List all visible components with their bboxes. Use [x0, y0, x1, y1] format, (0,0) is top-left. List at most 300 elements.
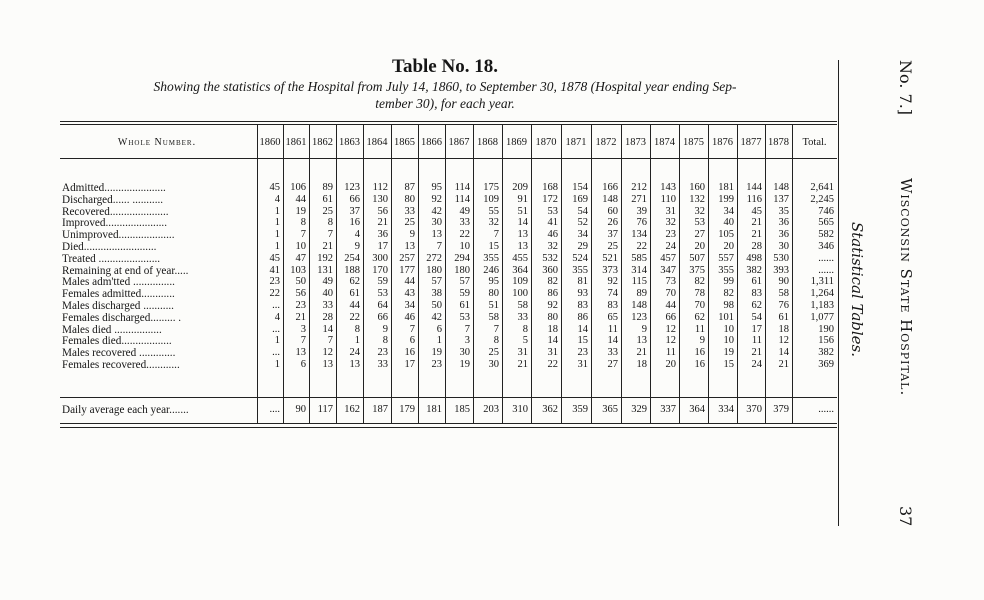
- table-cell: 40: [322, 288, 333, 300]
- table-rule: [60, 397, 837, 398]
- table-cell: 455: [512, 252, 528, 264]
- table-cell: 25: [322, 205, 333, 217]
- table-cell: 23: [377, 347, 388, 359]
- daily-average-cell: 364: [689, 404, 705, 415]
- table-cell: 347: [660, 264, 676, 276]
- table-cell: 44: [665, 300, 676, 311]
- table-cell: 5: [522, 335, 528, 347]
- table-cell: 61: [459, 300, 470, 311]
- table-cell: 31: [517, 347, 528, 359]
- daily-average-cell: 337: [660, 404, 676, 415]
- table-cell: 66: [377, 311, 388, 323]
- table-row-label: Males adm'tted ...............: [62, 276, 175, 289]
- table-cell: 1,264: [810, 288, 834, 300]
- table-cell: ...: [272, 323, 280, 335]
- table-cell: 33: [322, 300, 333, 311]
- table-cell: 33: [607, 347, 618, 359]
- table-cell: 90: [778, 276, 789, 288]
- table-cell: 132: [689, 193, 705, 205]
- table-cell: 369: [818, 359, 834, 370]
- table-cell: 32: [694, 205, 705, 217]
- table-cell: 10: [295, 241, 306, 252]
- table-cell: 355: [572, 264, 588, 276]
- table-header-cell: 1877: [740, 137, 762, 148]
- daily-average-cell: ......: [818, 404, 834, 415]
- table-cell: 8: [522, 323, 528, 335]
- table-cell: 24: [751, 359, 762, 370]
- table-header-cell: 1869: [506, 137, 527, 148]
- table-cell: 181: [718, 182, 734, 193]
- table-cell: 10: [723, 323, 734, 335]
- table-cell: 80: [404, 193, 415, 205]
- table-cell: 9: [699, 335, 705, 347]
- table-cell: 49: [459, 205, 470, 217]
- table-cell: 177: [399, 264, 415, 276]
- table-cell: 73: [665, 276, 676, 288]
- table-cell: 498: [746, 252, 762, 264]
- table-cell: 45: [269, 182, 280, 193]
- table-cell: 364: [512, 264, 528, 276]
- daily-average-cell: 162: [344, 404, 360, 415]
- table-row-label: Improved......................: [62, 217, 168, 230]
- table-cell: 105: [718, 229, 734, 241]
- table-cell: 7: [436, 241, 442, 252]
- table-cell: 21: [517, 359, 528, 370]
- table-cell: 60: [607, 205, 618, 217]
- subtitle-line-2: tember 30), for each year.: [375, 96, 515, 111]
- table-cell: 112: [372, 182, 388, 193]
- table-cell: 39: [636, 205, 647, 217]
- table-cell: 21: [636, 347, 647, 359]
- table-cell: 92: [547, 300, 558, 311]
- table-header-cell: 1876: [712, 137, 733, 148]
- table-cell: 148: [631, 300, 647, 311]
- table-cell: 31: [665, 205, 676, 217]
- table-cell: 346: [818, 241, 834, 252]
- table-cell: 42: [431, 205, 442, 217]
- table-cell: 34: [577, 229, 588, 241]
- table-cell: 103: [290, 264, 306, 276]
- table-cell: 1: [436, 335, 442, 347]
- table-cell: 27: [607, 359, 618, 370]
- table-cell: 7: [300, 335, 306, 347]
- table-cell: 457: [660, 252, 676, 264]
- table-row-label: Males died .................: [62, 323, 162, 336]
- table-cell: 15: [488, 241, 499, 252]
- table-cell: 521: [602, 252, 618, 264]
- table-cell: 34: [723, 205, 734, 217]
- table-cell: 8: [493, 335, 499, 347]
- table-cell: 13: [404, 241, 415, 252]
- table-cell: 40: [723, 217, 734, 229]
- table-cell: ...: [272, 347, 280, 359]
- table-row-label: Females died..................: [62, 335, 172, 348]
- table-cell: 25: [607, 241, 618, 252]
- table-cell: 7: [409, 323, 415, 335]
- table-cell: 80: [547, 311, 558, 323]
- daily-average-cell: 359: [572, 404, 588, 415]
- table-cell: 13: [322, 359, 333, 370]
- table-cell: 100: [512, 288, 528, 300]
- table-cell: 41: [547, 217, 558, 229]
- table-cell: 58: [778, 288, 789, 300]
- table-cell: 123: [631, 311, 647, 323]
- table-header-cell: 1867: [448, 137, 470, 148]
- table-rule: [60, 158, 837, 159]
- side-running-title: Wisconsin State Hospital.: [897, 178, 915, 397]
- table-cell: 61: [751, 276, 762, 288]
- table-cell: 7: [327, 335, 333, 347]
- table-cell: 18: [778, 323, 789, 335]
- table-cell: 532: [542, 252, 558, 264]
- table-cell: 19: [459, 359, 470, 370]
- table-cell: 530: [773, 252, 789, 264]
- table-cell: 134: [631, 229, 647, 241]
- table-cell: 294: [454, 252, 470, 264]
- table-cell: 30: [459, 347, 470, 359]
- table-cell: 272: [426, 252, 442, 264]
- table-cell: 116: [746, 193, 762, 205]
- table-cell: 86: [577, 311, 588, 323]
- table-cell: 51: [517, 205, 528, 217]
- table-header-cell: 1878: [768, 137, 789, 148]
- table-cell: 58: [517, 300, 528, 311]
- table-cell: 22: [349, 311, 360, 323]
- table-cell: 131: [317, 264, 333, 276]
- table-cell: 14: [322, 323, 333, 335]
- table-cell: 14: [577, 323, 588, 335]
- table-rule: [60, 423, 837, 424]
- daily-average-cell: 179: [399, 404, 415, 415]
- table-cell: 180: [454, 264, 470, 276]
- table-cell: 300: [372, 252, 388, 264]
- table-cell: 254: [344, 252, 360, 264]
- table-cell: 46: [547, 229, 558, 241]
- table-cell: 12: [322, 347, 333, 359]
- table-cell: 24: [665, 241, 676, 252]
- table-cell: 188: [344, 264, 360, 276]
- table-cell: 54: [577, 205, 588, 217]
- table-row-label: Unimproved....................: [62, 229, 175, 242]
- daily-average-cell: 334: [718, 404, 734, 415]
- table-cell: 375: [689, 264, 705, 276]
- table-cell: 16: [349, 217, 360, 229]
- table-cell: ......: [818, 252, 834, 264]
- table-cell: 89: [636, 288, 647, 300]
- table-cell: 91: [517, 193, 528, 205]
- table-cell: 12: [778, 335, 789, 347]
- table-cell: 45: [269, 252, 280, 264]
- table-cell: 30: [778, 241, 789, 252]
- table-cell: 1: [274, 217, 280, 229]
- table-cell: 52: [577, 217, 588, 229]
- table-cell: 23: [577, 347, 588, 359]
- table-cell: 582: [818, 229, 834, 241]
- table-header-cell: 1863: [339, 137, 360, 148]
- table-cell: 21: [751, 229, 762, 241]
- table-cell: 62: [694, 311, 705, 323]
- table-cell: 169: [572, 193, 588, 205]
- table-cell: 24: [349, 347, 360, 359]
- table-cell: 65: [607, 311, 618, 323]
- table-cell: 21: [295, 311, 306, 323]
- table-header-cell: 1866: [421, 137, 442, 148]
- table-cell: 175: [483, 182, 499, 193]
- table-row-label: Treated ......................: [62, 252, 161, 265]
- table-cell: 355: [718, 264, 734, 276]
- daily-average-cell: 379: [773, 404, 789, 415]
- table-cell: 14: [778, 347, 789, 359]
- table-cell: 53: [547, 205, 558, 217]
- side-italic-title: Statistical Tables.: [848, 222, 866, 358]
- table-cell: 154: [572, 182, 588, 193]
- table-cell: 143: [660, 182, 676, 193]
- table-cell: 166: [602, 182, 618, 193]
- table-row-label: Admitted......................: [62, 182, 166, 194]
- table-cell: 66: [349, 193, 360, 205]
- table-cell: 64: [377, 300, 388, 311]
- table-cell: 22: [269, 288, 280, 300]
- table-cell: 76: [778, 300, 789, 311]
- table-cell: 373: [602, 264, 618, 276]
- table-cell: 15: [723, 359, 734, 370]
- table-cell: 114: [454, 182, 470, 193]
- daily-average-cell: 181: [426, 404, 442, 415]
- table-cell: 6: [409, 335, 415, 347]
- table-cell: 1: [274, 229, 280, 241]
- table-cell: 16: [694, 347, 705, 359]
- table-cell: 21: [778, 359, 789, 370]
- table-cell: 22: [636, 241, 647, 252]
- daily-average-cell: 370: [746, 404, 762, 415]
- table-cell: 51: [488, 300, 499, 311]
- table-cell: 33: [377, 359, 388, 370]
- table-cell: 33: [404, 205, 415, 217]
- table-cell: 8: [300, 217, 306, 229]
- table-cell: 95: [488, 276, 499, 288]
- table-cell: 4: [354, 229, 360, 241]
- table-cell: 13: [636, 335, 647, 347]
- table-cell: 393: [773, 264, 789, 276]
- table-cell: 20: [665, 359, 676, 370]
- table-cell: 23: [295, 300, 306, 311]
- table-cell: 14: [517, 217, 528, 229]
- table-cell: 8: [382, 335, 388, 347]
- table-cell: 17: [404, 359, 415, 370]
- table-cell: 172: [542, 193, 558, 205]
- table-cell: 34: [404, 300, 415, 311]
- table-cell: 83: [751, 288, 762, 300]
- table-cell: 4: [274, 311, 280, 323]
- table-cell: 9: [641, 323, 647, 335]
- table-cell: 86: [547, 288, 558, 300]
- table-header-cell: 1861: [285, 137, 307, 148]
- table-cell: 26: [607, 217, 618, 229]
- table-header-cell: 1874: [654, 137, 675, 148]
- table-title: Table No. 18.: [392, 56, 498, 77]
- table-subtitle: [60, 78, 830, 112]
- table-cell: 114: [454, 193, 470, 205]
- table-cell: 59: [459, 288, 470, 300]
- table-row-label: Remaining at end of year.....: [62, 264, 189, 277]
- table-cell: 89: [322, 182, 333, 193]
- table-header-cell: 1865: [394, 137, 415, 148]
- table-cell: 50: [295, 276, 306, 288]
- table-cell: 15: [577, 335, 588, 347]
- table-cell: 160: [689, 182, 705, 193]
- page-number: 37: [896, 506, 915, 527]
- table-cell: 11: [751, 335, 762, 347]
- table-header-cell: 1875: [683, 137, 704, 148]
- table-header-label: Whole Number.: [117, 137, 197, 148]
- table-cell: 82: [723, 288, 734, 300]
- table-row-label: Females admitted............: [62, 288, 175, 301]
- table-cell: 1: [274, 335, 280, 347]
- table-cell: 101: [718, 311, 734, 323]
- table-cell: 49: [322, 276, 333, 288]
- table-rule: [60, 121, 837, 122]
- subtitle-line-1: Showing the statistics of the Hospital from July 14, 1860, to September 30, 1878 (Hospital year ending Sep-: [153, 79, 737, 94]
- table-cell: 33: [459, 217, 470, 229]
- table-cell: 10: [459, 241, 470, 252]
- table-row-label: Males discharged ...........: [62, 300, 174, 312]
- table-cell: 110: [660, 193, 676, 205]
- table-cell: 61: [778, 311, 789, 323]
- table-cell: 2,245: [810, 193, 834, 205]
- table-cell: 9: [354, 241, 360, 252]
- table-cell: 92: [431, 193, 442, 205]
- table-cell: 109: [512, 276, 528, 288]
- table-cell: 53: [459, 311, 470, 323]
- table-cell: 82: [547, 276, 558, 288]
- table-cell: 13: [431, 229, 442, 241]
- table-cell: 360: [542, 264, 558, 276]
- daily-average-cell: 187: [372, 404, 388, 415]
- table-cell: 28: [322, 311, 333, 323]
- table-cell: 57: [459, 276, 470, 288]
- table-row-label: Discharged...... ...........: [62, 193, 164, 206]
- table-header-cell: 1860: [259, 137, 281, 148]
- table-cell: 38: [431, 288, 442, 300]
- table-cell: 30: [431, 217, 442, 229]
- table-cell: 190: [818, 323, 834, 335]
- table-cell: 11: [665, 347, 676, 359]
- table-cell: 43: [404, 288, 415, 300]
- table-cell: 13: [295, 347, 306, 359]
- table-cell: 83: [577, 300, 588, 311]
- table-row-label: Females recovered............: [62, 359, 180, 371]
- table-cell: 180: [426, 264, 442, 276]
- table-cell: 1,183: [810, 300, 834, 311]
- table-cell: 44: [295, 193, 306, 205]
- table-cell: 92: [607, 276, 618, 288]
- table-cell: 8: [327, 217, 333, 229]
- table-cell: 95: [431, 182, 442, 193]
- table-cell: 209: [512, 182, 528, 193]
- table-header-cell: 1862: [312, 137, 333, 148]
- table-cell: 66: [665, 311, 676, 323]
- table-cell: 11: [694, 323, 705, 335]
- table-cell: 28: [751, 241, 762, 252]
- table-cell: 1,077: [810, 311, 834, 323]
- table-cell: 7: [327, 229, 333, 241]
- table-cell: 56: [295, 288, 306, 300]
- table-cell: 35: [778, 205, 789, 217]
- table-cell: 585: [631, 252, 647, 264]
- table-cell: 4: [274, 193, 280, 205]
- table-cell: 17: [377, 241, 388, 252]
- table-cell: 1,311: [810, 276, 834, 288]
- table-cell: 21: [751, 347, 762, 359]
- table-cell: 11: [607, 323, 618, 335]
- table-cell: 32: [488, 217, 499, 229]
- table-cell: 20: [723, 241, 734, 252]
- table-cell: 29: [577, 241, 588, 252]
- table-cell: 246: [483, 264, 499, 276]
- table-cell: 87: [404, 182, 415, 193]
- table-cell: 61: [322, 193, 333, 205]
- table-cell: 46: [404, 311, 415, 323]
- table-cell: 31: [547, 347, 558, 359]
- table-cell: 271: [631, 193, 647, 205]
- table-header-cell: 1868: [477, 137, 498, 148]
- table-cell: 32: [665, 217, 676, 229]
- table-cell: 18: [636, 359, 647, 370]
- table-cell: ...: [272, 300, 280, 311]
- table-cell: 6: [300, 359, 306, 370]
- table-cell: 13: [517, 241, 528, 252]
- table-header-cell: 1871: [565, 137, 587, 148]
- table-cell: 78: [694, 288, 705, 300]
- table-cell: 212: [631, 182, 647, 193]
- table-row-label: Males recovered .............: [62, 347, 176, 360]
- table-cell: 192: [317, 252, 333, 264]
- table-cell: 14: [547, 335, 558, 347]
- table-cell: 36: [778, 217, 789, 229]
- daily-average-cell: 185: [454, 404, 470, 415]
- table-cell: 70: [665, 288, 676, 300]
- table-row-label: Died..........................: [62, 241, 157, 253]
- table-cell: 25: [488, 347, 499, 359]
- table-cell: 12: [665, 323, 676, 335]
- table-cell: 21: [751, 217, 762, 229]
- table-header-cell: 1864: [366, 137, 388, 148]
- table-cell: 61: [349, 288, 360, 300]
- table-cell: 83: [607, 300, 618, 311]
- table-cell: 170: [372, 264, 388, 276]
- table-cell: 1: [274, 359, 280, 370]
- table-cell: 19: [295, 205, 306, 217]
- table-cell: 98: [723, 300, 734, 311]
- table-cell: 33: [517, 311, 528, 323]
- table-cell: 62: [349, 276, 360, 288]
- table-cell: 7: [464, 323, 470, 335]
- table-cell: 22: [459, 229, 470, 241]
- table-cell: 47: [295, 252, 306, 264]
- table-cell: 18: [547, 323, 558, 335]
- table-cell: 144: [746, 182, 762, 193]
- table-cell: 199: [718, 193, 734, 205]
- table-cell: 99: [723, 276, 734, 288]
- daily-average-cell: ....: [269, 404, 280, 415]
- side-number: No. 7.]: [896, 60, 915, 116]
- table-cell: 19: [723, 347, 734, 359]
- table-cell: 62: [751, 300, 762, 311]
- daily-average-cell: 203: [483, 404, 499, 415]
- table-cell: 70: [694, 300, 705, 311]
- table-cell: 1: [274, 205, 280, 217]
- daily-average-cell: 310: [512, 404, 528, 415]
